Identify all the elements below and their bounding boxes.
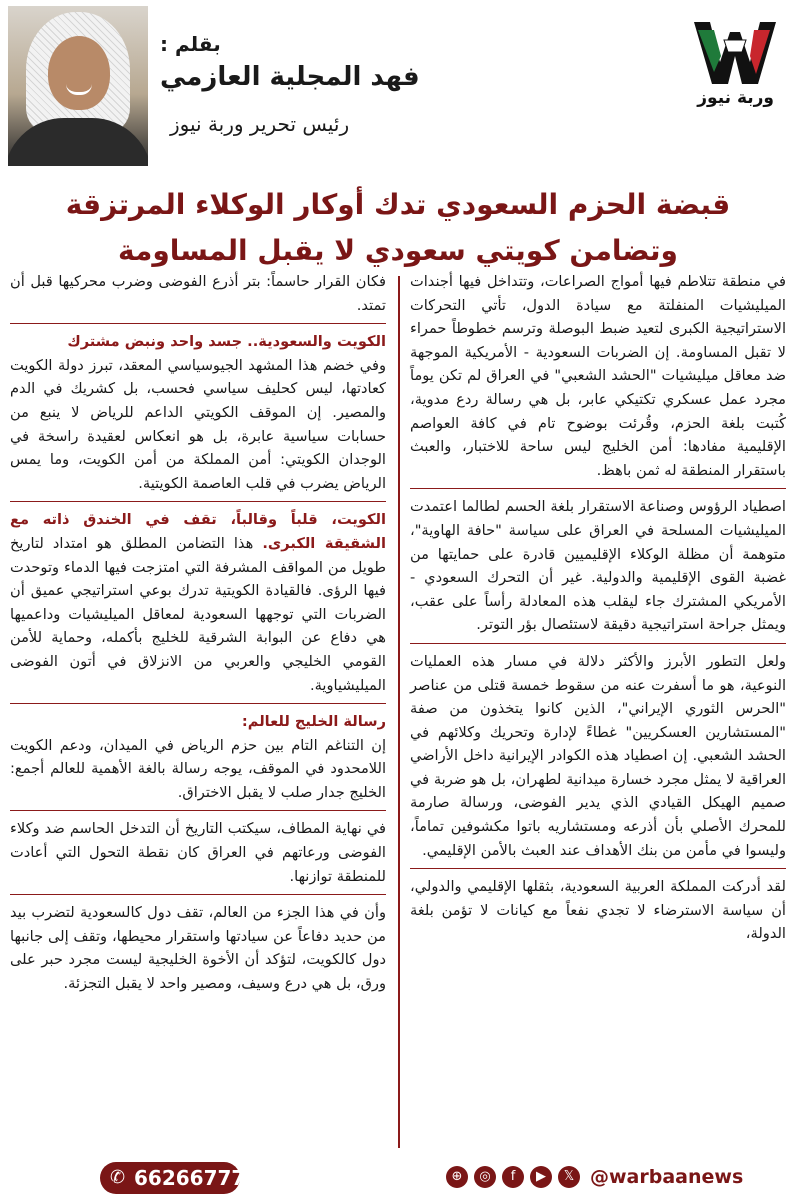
x-icon[interactable]: 𝕏 [558, 1166, 580, 1188]
paragraph: لقد أدركت المملكة العربية السعودية، بثقلها الإقليمي والدولي، أن سياسة الاسترضاء لا تجدي نفعاً مع كيانات لا تؤمن بلغة الدولة، [410, 878, 786, 943]
headline-line-1: قبضة الحزم السعودي تدك أوكار الوكلاء المرتزقة [65, 188, 731, 221]
paragraph: إن التناغم التام بين حزم الرياض في الميدان، ودعم الكويت اللامحدود في الموقف، يوجه رسالة بالغة الأهمية للعالم أجمع: الخليج جدار صلب لا يقبل الاختراق. [10, 736, 386, 801]
paragraph: اصطياد الرؤوس وصناعة الاستقرار بلغة الحسم لطالما اعتمدت الميليشيات المسلحة في العراق على سياسة "حافة الهاوية"، متوهمة أن مظلة الوكلاء الإقليميين قادرة على حمايتها من غضبة القوى الإقليمية والدولية. غير أن التحرك السعودي - الأمريكي المشترك جاء ليقلب هذه المعادلة رأساً على عقب، ويمثل جراحة استراتيجية دقيقة لاستئصال بؤر التوتر. [410, 498, 786, 634]
left-column [10, 270, 386, 1154]
paragraph: وأن في هذا الجزء من العالم، تقف دول كالسعودية لتضرب بيد من حديد دفاعاً عن سيادتها واستقرار محيطها، وتقف إلى جانبها دول كالكويت، لتؤكد أن الأخوة الخليجية ليست مجرد حبر على ورق، بل هي درع وسيف، ومصير واحد لا يقبل التجزئة. [10, 904, 386, 993]
by-label: بقلم : [160, 32, 221, 56]
footer [0, 1158, 796, 1200]
section-title: الكويت، قلباً وقالباً، تقف في الخندق ذاته مع الشقيقة الكبرى. [10, 511, 386, 552]
instagram-icon[interactable]: ◎ [474, 1166, 496, 1188]
article-body [10, 270, 786, 1154]
column-divider [398, 276, 400, 1148]
paragraph: في نهاية المطاف، سيكتب التاريخ أن التدخل الحاسم ضد وكلاء الفوضى ورعاتهم في العراق كان نقطة التحول التي أعادت للمنطقة توازنها. [10, 820, 386, 885]
divider [10, 810, 386, 811]
paragraph: في منطقة تتلاطم فيها أمواج الصراعات، وتتداخل فيها أجندات الميليشيات المنفلتة مع سيادة الدول، تأتي التحركات الاستراتيجية الكبرى لتعيد ضبط البوصلة وترسم خطوطاً حمراء لا تقبل المساومة. إن الضربات السعودية - الأمريكية الموجهة ضد معاقل ميليشيات "الحشد الشعبي" في العراق لم تكن يوماً مجرد عمل عسكري تكتيكي عابر، بل هي رسالة ردع مدوية، كُتبت بلغة الحزم، وقُرئت بوضوح تام في كافة العواصم الإقليمية مفادها: أمن الخليج ليس ساحة للاختبار، والعبث باستقرار المنطقة له ثمن باهظ. [410, 273, 786, 479]
phone-number: 66266777 [134, 1166, 246, 1190]
paragraph: هذا التضامن المطلق هو امتداد لتاريخ طويل من المواقف المشرفة التي امتزجت فيها الدماء وتوحدت فيها الرؤى. فالقيادة الكويتية تدرك بوعي استراتيجي عميق أن الضربات التي توجهها السعودية لمعاقل الميليشيات وداعميها هي دفاع عن البوابة الشرقية للخليج بأكمله، وحماية للأمن القومي الخليجي والعربي من الانزلاق في أتون الفوضى الميليشياوية. [10, 534, 386, 694]
section-title: الكويت والسعودية.. جسد واحد ونبض مشترك [67, 333, 386, 351]
paragraph: وفي خضم هذا المشهد الجيوسياسي المعقد، تبرز دولة الكويت كعادتها، ليس كحليف سياسي فحسب، بل كشريك في الدم والمصير. إن الموقف الكويتي الداعم للرياض لا ينبع من حسابات سياسية عابرة، بل هو انعكاس لعقيدة راسخة في الوجدان الكويتي: أمن المملكة من أمن الكويت، وما يمس الرياض يضرب في قلب العاصمة الكويتية. [10, 356, 386, 492]
social-handle[interactable]: @warbaanews [590, 1166, 744, 1188]
divider [410, 488, 786, 489]
headline-line-2: وتضامن كويتي سعودي لا يقبل المساومة [118, 234, 678, 267]
divider [10, 323, 386, 324]
article-header [0, 0, 796, 175]
facebook-icon[interactable]: f [502, 1166, 524, 1188]
divider [410, 868, 786, 869]
author-name: فهد المجلية العازمي [160, 62, 420, 92]
author-photo [8, 6, 148, 166]
right-column [410, 270, 786, 1154]
phone-icon: ✆ [110, 1167, 126, 1188]
author-title: رئيس تحرير وربة نيوز [170, 112, 350, 136]
logo-text: وربة نيوز [697, 88, 774, 108]
divider [10, 703, 386, 704]
paragraph: ولعل التطور الأبرز والأكثر دلالة في مسار هذه العمليات النوعية، هو ما أسفرت عنه من سقوط خمسة قتلى من عناصر "الحرس الثوري الإيراني"، الذين كانوا يتخذون من صفة "المستشارين العسكريين" غطاءً لإدارة وتحريك وكلائهم في الحشد الشعبي. إن اصطياد هذه الكوادر الإيرانية داخل الأراضي العراقية لا يمثل مجرد خسارة ميدانية لطهران، بل هو ضربة في صميم الهيكل القيادي الذي يدير الفوضى، ورسالة صارمة للمحرك الأصلي بأن أذرعه ومستشاريه باتوا مكشوفين تماماً، وليسوا في مأمن من بنك الأهداف عند العبث بالأمن الإقليمي. [410, 652, 786, 859]
logo-w-icon [684, 12, 784, 92]
section-title: رسالة الخليج للعالم: [241, 713, 386, 731]
phone-badge[interactable] [100, 1162, 246, 1194]
globe-icon[interactable]: ⊕ [446, 1166, 468, 1188]
youtube-icon[interactable]: ▶ [530, 1166, 552, 1188]
divider [410, 643, 786, 644]
divider [10, 894, 386, 895]
divider [10, 501, 386, 502]
paragraph: فكان القرار حاسماً: بتر أذرع الفوضى وضرب محركيها قبل أن تمتد. [10, 273, 386, 314]
headline [0, 182, 796, 274]
